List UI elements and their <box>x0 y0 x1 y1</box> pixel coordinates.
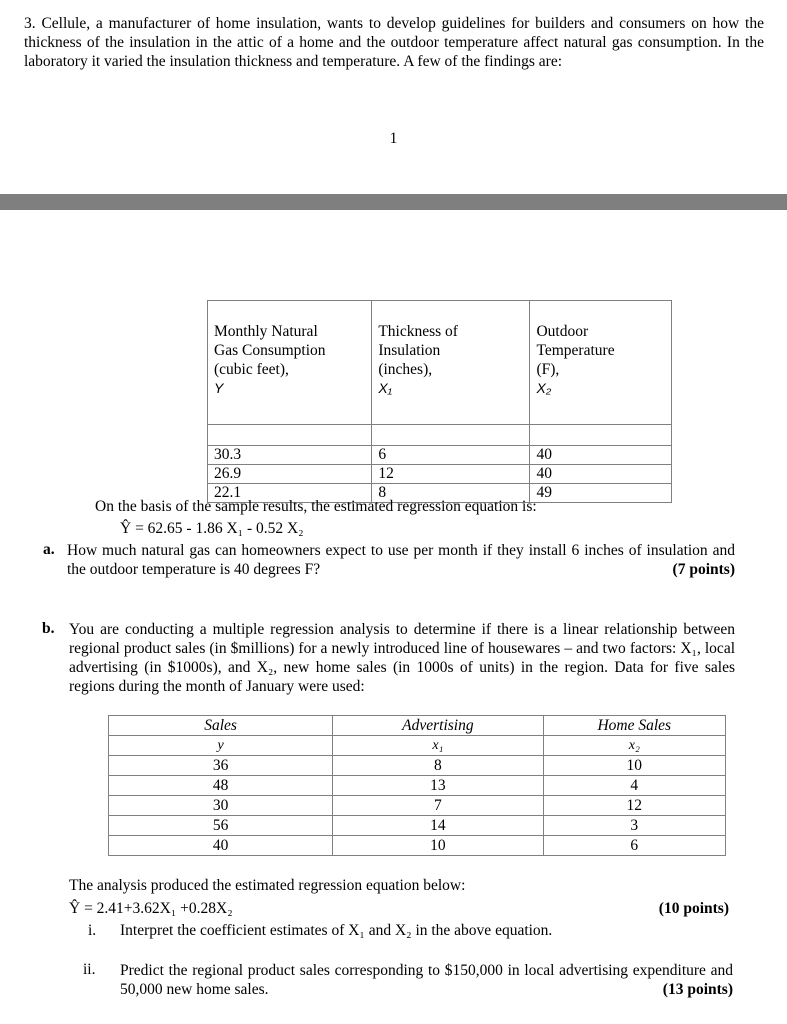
question-a-points: (7 points) <box>672 561 735 578</box>
subquestion-ii-label: ii. <box>83 961 96 978</box>
subquestion-ii-points: (13 points) <box>662 981 733 998</box>
page-separator-bar <box>0 194 787 210</box>
question-b-text: You are conducting a multiple regression analysis to determine if there is a linear relationship between regional product sales (in $millions) for a newly introduced line of housewares – and two factors: X₁, local advertising (in $1000s), and X₂, new home sales (in 1000s of units) in the region. Data for five sales regions during the month of January were used: <box>69 621 735 695</box>
table-row: 40 10 6 <box>109 836 726 856</box>
table-row: 26.9 12 40 <box>208 465 672 484</box>
sales-table <box>108 715 726 856</box>
regression-equation-1: Ŷ = 62.65 - 1.86 X₁ - 0.52 X₂ <box>120 520 304 537</box>
regression-intro-text: On the basis of the sample results, the estimated regression equation is: <box>95 498 537 515</box>
subquestion-i-label: i. <box>88 922 97 939</box>
table-row: 36 8 10 <box>109 756 726 776</box>
analysis-text: The analysis produced the estimated regression equation below: <box>69 877 466 894</box>
table-row: 22.1 8 49 <box>208 484 672 503</box>
regression-equation-2-line <box>69 900 729 918</box>
regression-equation-2: Ŷ = 2.41+3.62X₁ +0.28X₂ <box>69 900 233 917</box>
page-number: 1 <box>389 130 398 147</box>
table-header-row: Sales Advertising Home Sales <box>109 716 726 736</box>
table-subheader-row: y x₁ x₂ <box>109 736 726 756</box>
question-intro: 3. Cellule, a manufacturer of home insulation, wants to develop guidelines for builders and consumers on how the thickness of the insulation in the attic of a home and the outdoor temperature affect natural gas consumption. In the laboratory it varied the insulation thickness and temperature. A few of the findings are: <box>24 15 764 70</box>
header-outdoor-temperature: Outdoor Temperature (F), X₂ <box>530 301 672 425</box>
question-a-label: a. <box>43 541 55 558</box>
header-gas-consumption: Monthly Natural Gas Consumption (cubic feet), Y <box>208 301 372 425</box>
subquestion-ii <box>120 961 733 999</box>
subquestion-ii-text: Predict the regional product sales corresponding to $150,000 in local advertising expenditure and 50,000 new home sales. <box>120 962 733 998</box>
question-a <box>67 541 735 579</box>
gas-consumption-table <box>207 300 672 503</box>
equation-2-points: (10 points) <box>658 900 729 917</box>
subquestion-i-text: Interpret the coefficient estimates of X₁ and X₂ in the above equation. <box>120 922 553 939</box>
header-insulation-thickness: Thickness of Insulation (inches), X₁ <box>372 301 530 425</box>
table-row: 48 13 4 <box>109 776 726 796</box>
question-a-text: How much natural gas can homeowners expect to use per month if they install 6 inches of insulation and the outdoor temperature is 40 degrees F? <box>67 542 735 578</box>
table-spacer-row <box>208 425 672 446</box>
table-row: 56 14 3 <box>109 816 726 836</box>
table-header-row <box>208 301 672 425</box>
table-row: 30 7 12 <box>109 796 726 816</box>
question-b-label: b. <box>42 620 55 637</box>
table-row: 30.3 6 40 <box>208 446 672 465</box>
